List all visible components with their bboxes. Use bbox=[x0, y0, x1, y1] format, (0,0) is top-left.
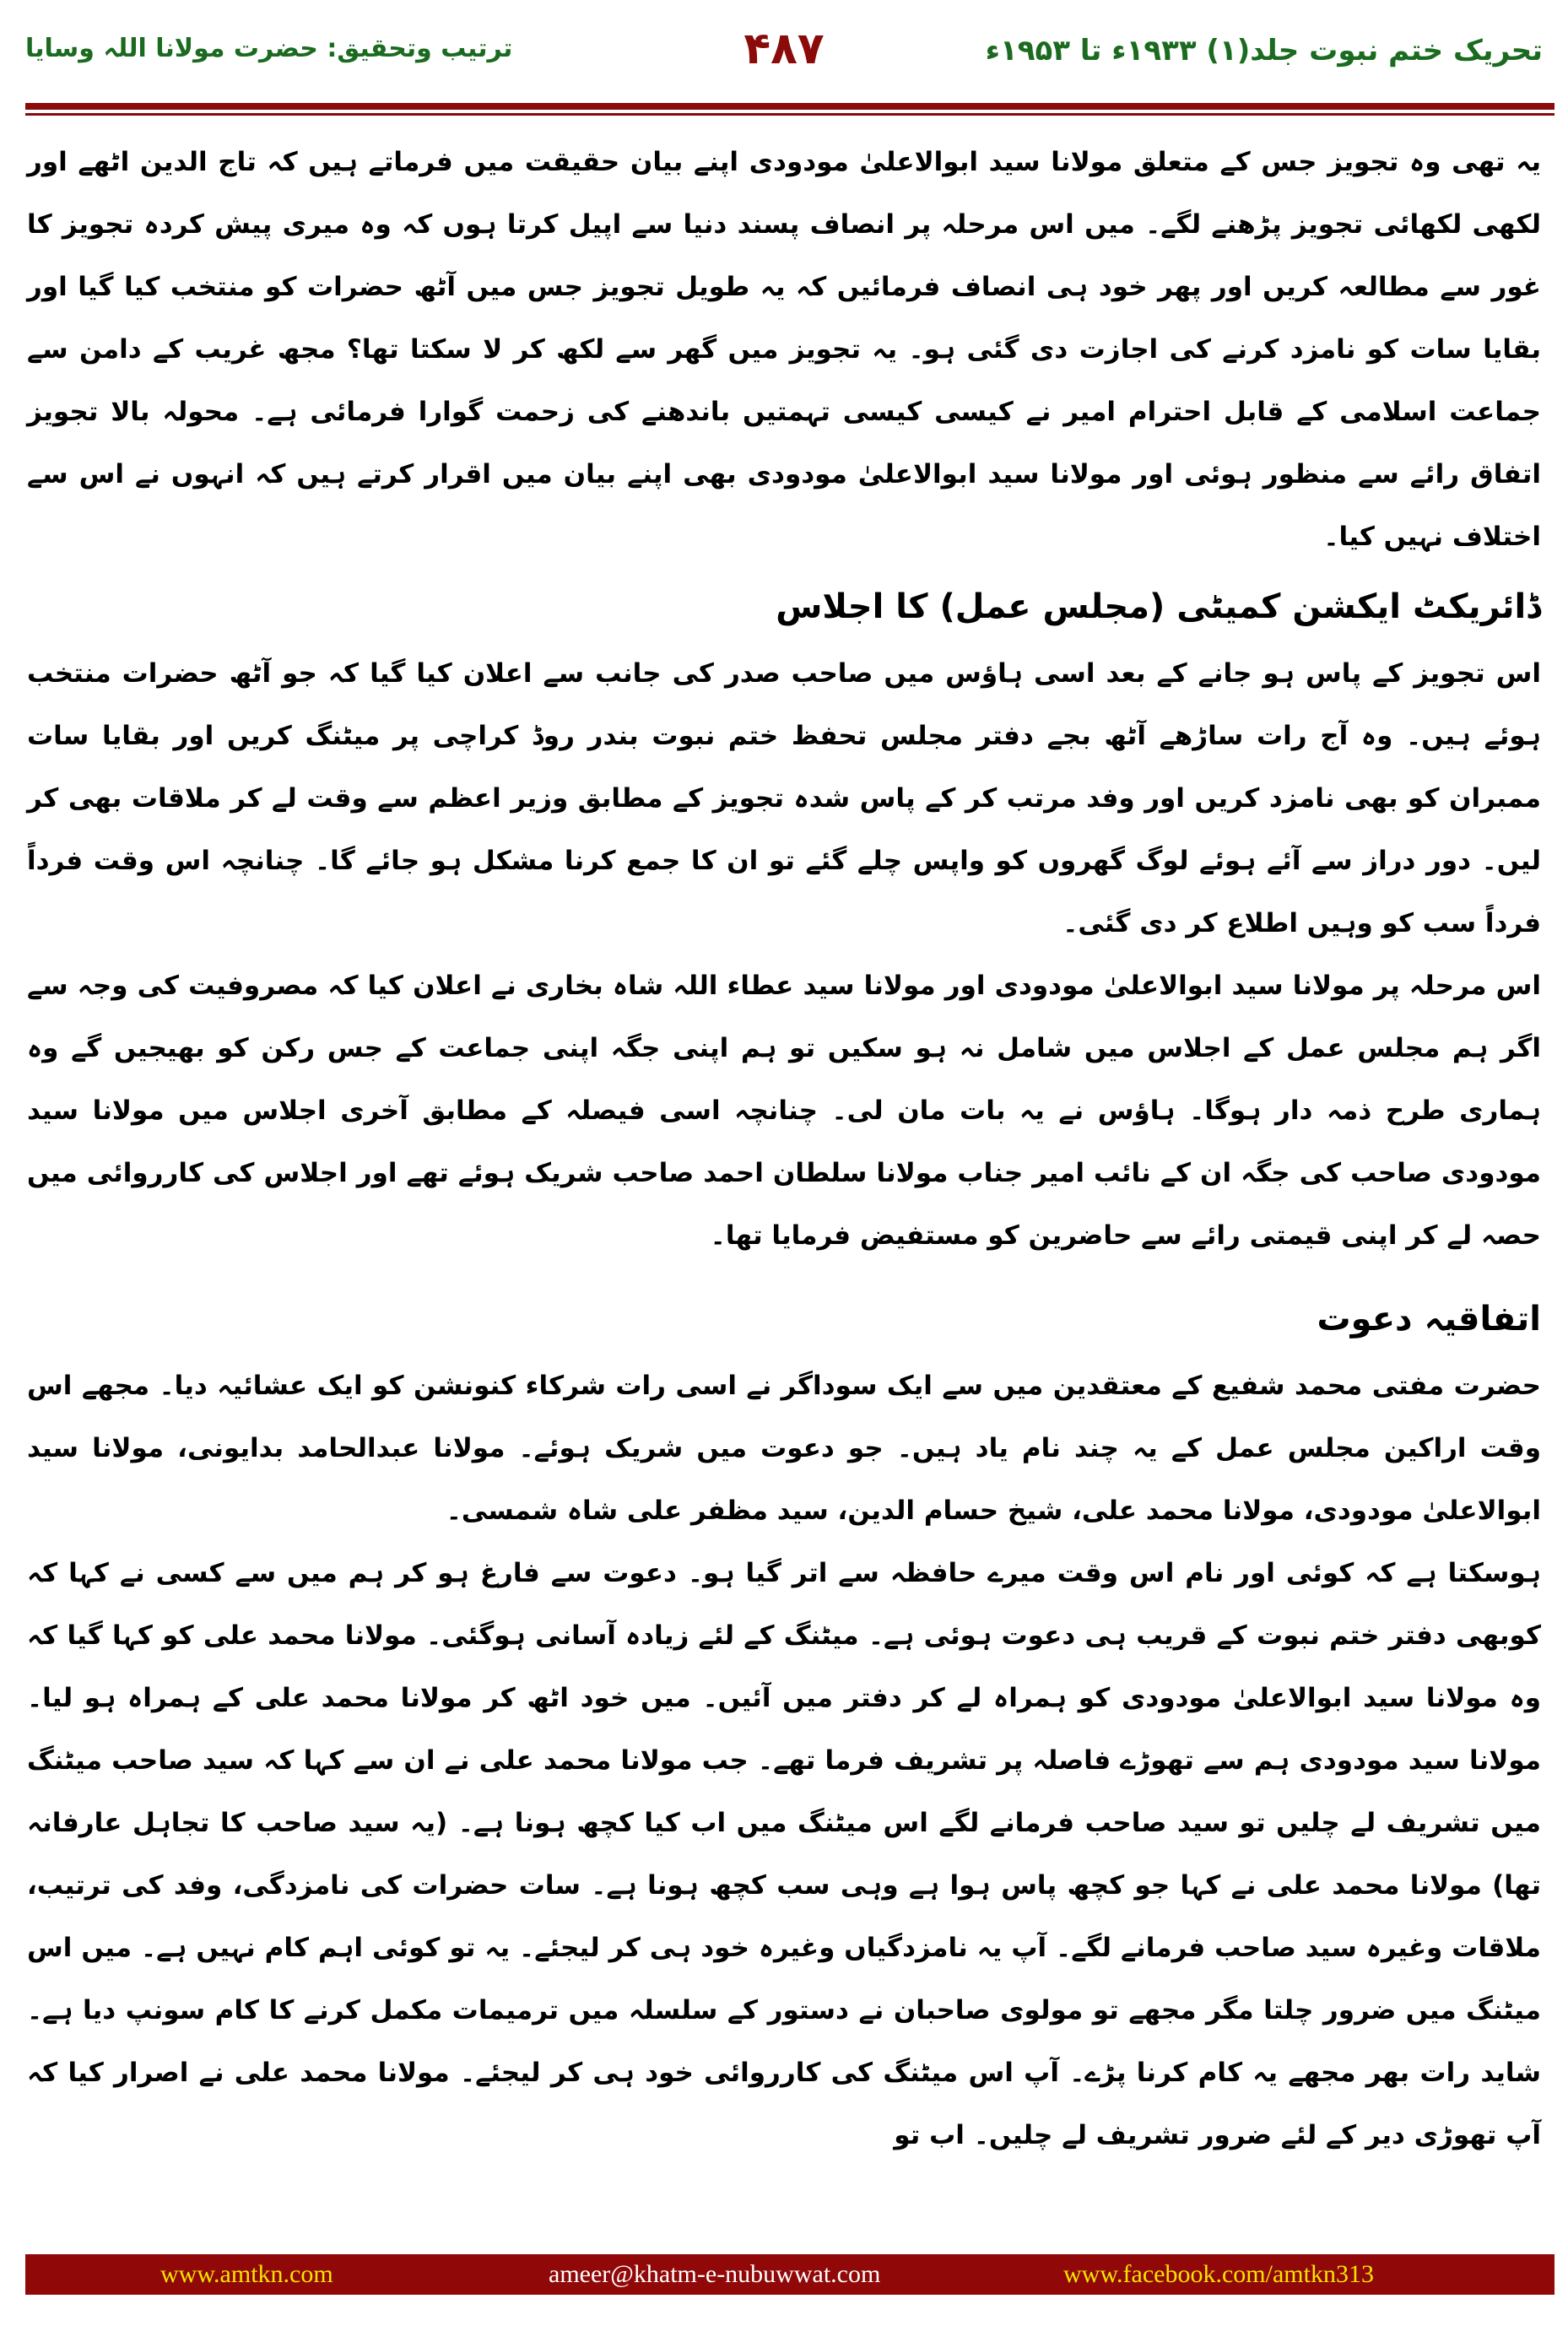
email-link[interactable]: ameer@khatm-e-nubuwwat.com bbox=[549, 2260, 881, 2288]
page-footer bbox=[25, 2254, 1554, 2295]
page-header bbox=[25, 17, 1543, 93]
page-number: ۴۸۷ bbox=[743, 24, 825, 74]
facebook-link[interactable]: www.facebook.com/amtkn313 bbox=[1063, 2260, 1374, 2288]
section-heading-dinner-invitation: اتفاقیہ دعوت bbox=[1317, 1300, 1541, 1339]
header-divider-thick bbox=[25, 103, 1554, 110]
paragraph-1: یہ تھی وہ تجویز جس کے متعلق مولانا سید ابوالاعلیٰ مودودی اپنے بیان حقیقت میں فرماتے ہیں کہ تاج الدین اٹھے اور لکھی لکھائی تجویز پڑھنے لگے۔ میں اس مرحلہ پر انصاف پسند دنیا سے اپیل کرتا ہوں کہ وہ میری پیش کردہ تجویز کا غور سے مطالعہ کریں اور پھر خود ہی انصاف فرمائیں کہ یہ طویل تجویز جس میں آٹھ حضرات کو منتخب کیا گیا اور بقایا سات کو نامزد کرنے کی اجازت دی گئی ہو۔ یہ تجویز میں گھر سے لکھ کر لا سکتا تھا؟ مجھ غریب کے دامن سے جماعت اسلامی کے قابل احترام امیر نے کیسی کیسی تہمتیں باندھنے کی زحمت گوارا فرمائی ہے۔ محولہ بالا تجویز اتفاق رائے سے منظور ہوئی اور مولانا سید ابوالاعلیٰ مودودی بھی اپنے بیان میں اقرار کرتے ہیں کہ انہوں نے اس سے اختلاف نہیں کیا۔ bbox=[27, 147, 1541, 552]
paragraph-5: ہوسکتا ہے کہ کوئی اور نام اس وقت میرے حافظہ سے اتر گیا ہو۔ دعوت سے فارغ ہو کر ہم میں سے کسی نے کہا کہ کوبھی دفتر ختم نبوت کے قریب ہی دعوت ہوئی ہے۔ میٹنگ کے لئے زیادہ آسانی ہوگئی۔ مولانا محمد علی کو کہا گیا کہ وہ مولانا سید ابوالاعلیٰ مودودی کو ہمراہ لے کر دفتر میں آئیں۔ میں خود اٹھ کر مولانا محمد علی کے ہمراہ ہو لیا۔ مولانا سید مودودی ہم سے تھوڑے فاصلہ پر تشریف فرما تھے۔ جب مولانا محمد علی نے ان سے کہا کہ سید صاحب میٹنگ میں تشریف لے چلیں تو سید صاحب فرمانے لگے اس میٹنگ میں اب کیا کچھ ہونا ہے۔ (یہ سید صاحب کا تجاہل عارفانہ تھا) مولانا محمد علی نے کہا جو کچھ پاس ہوا ہے وہی سب کچھ ہونا ہے۔ سات حضرات کی نامزدگی، وفد کی ترتیب، ملاقات وغیرہ سید صاحب فرمانے لگے۔ آپ یہ نامزدگیاں وغیرہ خود ہی کر لیجئے۔ یہ تو کوئی اہم کام نہیں ہے۔ میں اس میٹنگ میں ضرور چلتا مگر مجھے تو مولوی صاحبان نے دستور کے سلسلہ میں ترمیمات مکمل کرنے کا کام سونپ دیا ہے۔ شاید رات بھر مجھے یہ کام کرنا پڑے۔ آپ اس میٹنگ کی کارروائی خود ہی کر لیجئے۔ مولانا محمد علی نے اصرار کیا کہ آپ تھوڑی دیر کے لئے ضرور تشریف لے چلیں۔ اب تو bbox=[27, 1558, 1541, 2150]
section-heading-direct-action-committee: ڈائریکٹ ایکشن کمیٹی (مجلس عمل) کا اجلاس bbox=[776, 587, 1541, 626]
book-title: تحریک ختم نبوت جلد(۱) ۱۹۳۳ء تا ۱۹۵۳ء bbox=[985, 34, 1543, 68]
paragraph-3: اس مرحلہ پر مولانا سید ابوالاعلیٰ مودودی اور مولانا سید عطاء اللہ شاہ بخاری نے اعلان کیا کہ مصروفیت کی وجہ سے اگر ہم مجلس عمل کے اجلاس میں شامل نہ ہو سکیں تو ہم اپنی جگہ اپنی جماعت کے جس رکن کو بھیجیں گے وہ ہماری طرح ذمہ دار ہوگا۔ ہاؤس نے یہ بات مان لی۔ چنانچہ اسی فیصلہ کے مطابق آخری اجلاس میں مولانا سید مودودی صاحب کی جگہ ان کے نائب امیر جناب مولانا سلطان احمد صاحب شریک ہوئے تھے اور اجلاس کی کارروائی میں حصہ لے کر اپنی قیمتی رائے سے حاضرین کو مستفیض فرمایا تھا۔ bbox=[27, 971, 1541, 1251]
page-body bbox=[27, 131, 1541, 2166]
compiler-credit: ترتیب وتحقیق: حضرت مولانا اللہ وسایا bbox=[25, 34, 513, 63]
website-link[interactable]: www.amtkn.com bbox=[160, 2260, 333, 2288]
paragraph-2: اس تجویز کے پاس ہو جانے کے بعد اسی ہاؤس میں صاحب صدر کی جانب سے اعلان کیا گیا کہ جو آٹھ حضرات منتخب ہوئے ہیں۔ وہ آج رات ساڑھے آٹھ بجے دفتر مجلس تحفظ ختم نبوت بندر روڈ کراچی پر میٹنگ کریں اور بقایا سات ممبران کو بھی نامزد کریں اور وفد مرتب کر کے پاس شدہ تجویز کے مطابق وزیر اعظم سے وقت لے کر ملاقات بھی کر لیں۔ دور دراز سے آئے ہوئے لوگ گھروں کو واپس چلے گئے تو ان کا جمع کرنا مشکل ہو جائے گا۔ چنانچہ اس وقت فرداً فرداً سب کو وہیں اطلاع کر دی گئی۔ bbox=[27, 658, 1541, 938]
paragraph-4: حضرت مفتی محمد شفیع کے معتقدین میں سے ایک سوداگر نے اسی رات شرکاء کنونشن کو ایک عشائیہ دیا۔ مجھے اس وقت اراکین مجلس عمل کے یہ چند نام یاد ہیں۔ جو دعوت میں شریک ہوئے۔ مولانا عبدالحامد بدایونی، مولانا سید ابوالاعلیٰ مودودی، مولانا محمد علی، شیخ حسام الدین، سید مظفر علی شاہ شمسی۔ bbox=[27, 1371, 1541, 1526]
header-divider-thin bbox=[25, 113, 1554, 116]
